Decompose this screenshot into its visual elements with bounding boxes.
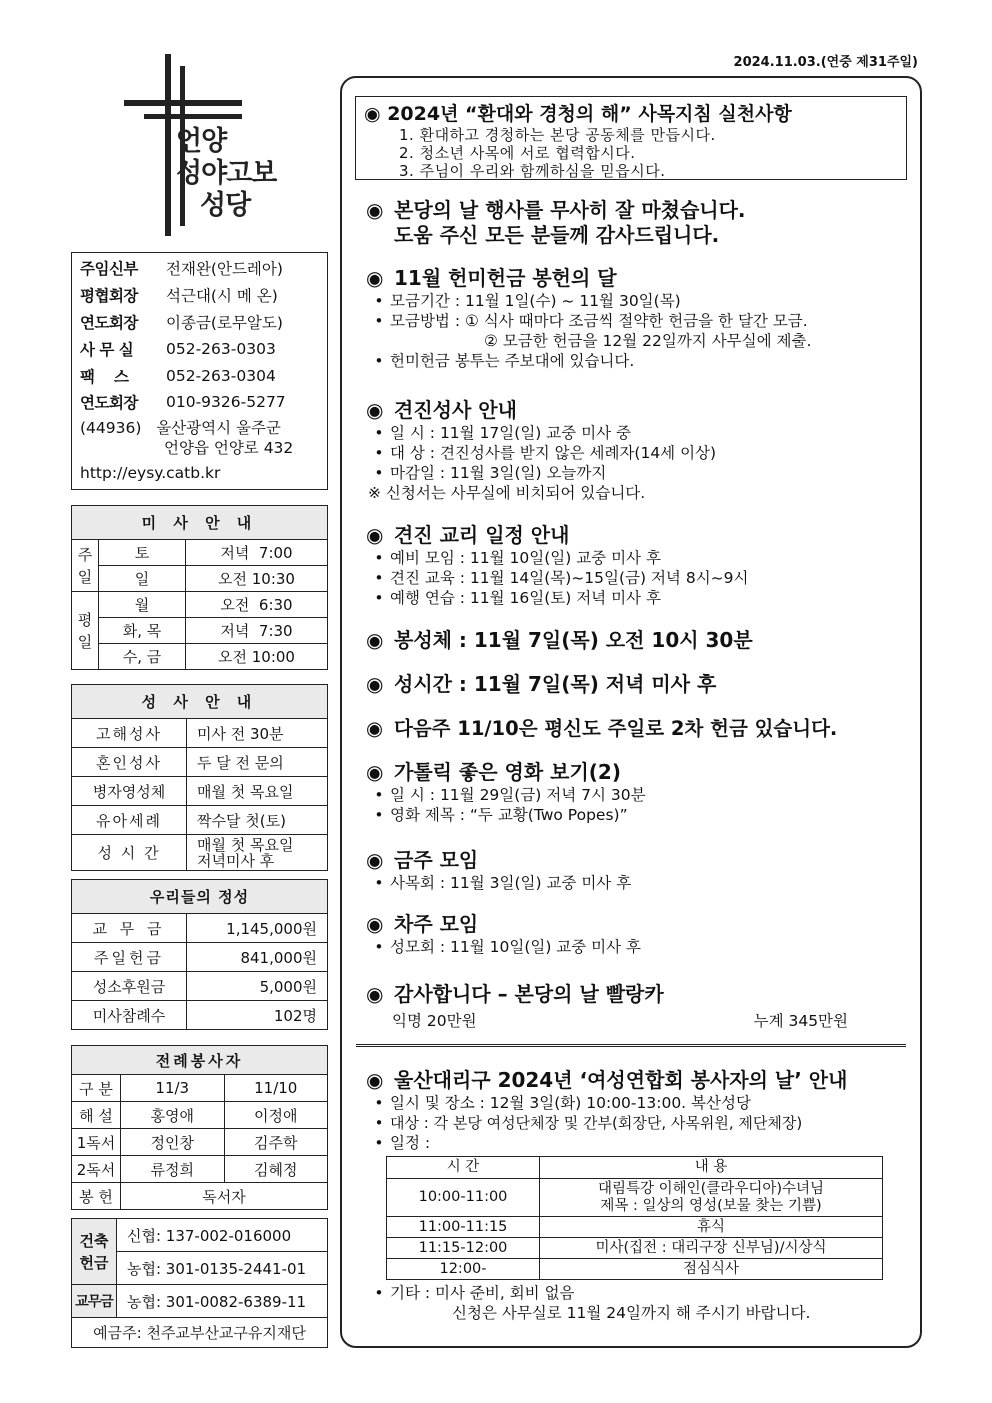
motto-title: ◉ 2024년 “환대와 경청의 해” 사목지침 실천사항 xyxy=(364,103,792,125)
notice-womens-federation: ◉ 울산대리구 2024년 ‘여성연합회 봉사자의 날’ 안내 • 일시 및 장소 : 12월 3일(화) 10:00-13:00. 복산성당 • 대상 : 각 본당 여성단체장 및 간부(회장단, 사목위원, 제단체장) • 일정 : xyxy=(366,1068,848,1152)
mass-schedule-table: 미 사 안 내 주 일 토 저녁 7:00 일 오전 10:30 평 일 월 오전 6:30 화, 목 저녁 7:30 수, 금 오전 10:00 xyxy=(71,505,328,670)
notice-confirmation: ◉ 견진성사 안내 • 일 시 : 11월 17일(일) 교중 미사 중 • 대 상 : 견진성사를 받지 않은 세례자(14세 이상) • 마감일 : 11월 3일(일) 오늘까지 ※ 신청서는 사무실에 비치되어 있습니다. xyxy=(366,398,717,502)
building-fund-label: 건축 헌금 xyxy=(72,1219,117,1285)
bullet-icon: ◉ xyxy=(366,672,384,696)
bullet-icon: ◉ xyxy=(366,398,384,422)
mass-title: 미 사 안 내 xyxy=(72,506,328,540)
notice-movie: ◉ 가톨릭 좋은 영화 보기(2) • 일 시 : 11월 29일(금) 저녁 7시 30분 • 영화 제목 : “두 교황(Two Popes)” xyxy=(366,760,646,824)
bullet-icon: ◉ xyxy=(366,760,384,784)
sacrament-table: 성 사 안 내 고해성사 미사 전 30분 혼인성사 두 달 전 문의 병자영성체 매월 첫 목요일 유아세례 짝수달 첫(토) 성 시 간 매월 첫 목요일 저녁미사 후 xyxy=(71,684,328,871)
notice-thanks: ◉ 본당의 날 행사를 무사히 잘 마쳤습니다. 도움 주신 모든 분들께 감사드립니다. xyxy=(366,198,746,247)
notice-holy-hour: ◉ 성시간 : 11월 7일(목) 저녁 미사 후 xyxy=(366,672,717,696)
bullet-icon: ◉ xyxy=(366,1068,384,1092)
address: (44936) 울산광역시 울주군 언양읍 언양로 432 xyxy=(80,418,294,457)
info-row-fax: 팩 스 052-263-0304 xyxy=(80,366,276,386)
event-schedule-table: 시 간 내 용 10:00-11:00 대림특강 이해인(클라우디아)수녀님 제목 : 일상의 영성(보물 찾는 기쁨) 11:00-11:15 휴식 11:15-12:00 미사(집전 : 대리구장 신부님)/시상식 12:00- 점심식사 xyxy=(386,1156,883,1280)
liturgy-servers-table: 전례봉사자 구 분 11/3 11/10 해 설 홍영애 이정애 1독서 정인창 김주학 2독서 류정희 김혜정 봉 헌 독서자 xyxy=(71,1045,328,1210)
info-row-council: 평협회장 석근대(시 메 온) xyxy=(80,287,278,306)
edu-fund-label: 교무금 xyxy=(72,1285,117,1318)
sunday-label: 주 일 xyxy=(72,540,99,592)
notice-rice-offering: ◉ 11월 헌미헌금 봉헌의 달 • 모금기간 : 11월 1일(수) ~ 11월 30일(목) • 모금방법 : ① 식사 때마다 조금씩 절약한 헌금을 한 달간 모금. ② 모금한 헌금을 12월 22일까지 사무실에 제출. • 헌미헌금 봉투는 주보대에 있습니다. xyxy=(366,266,812,370)
info-row-yeondo-phone: 연도회장 010-9326-5277 xyxy=(80,393,286,413)
section-divider xyxy=(356,1044,906,1051)
parish-logo xyxy=(124,54,284,236)
notice-palanca: ◉ 감사합니다 – 본당의 날 빨랑카 익명 20만원 누계 345만원 xyxy=(366,982,848,1030)
bulletin-date: 2024.11.03.(연중 제31주일) xyxy=(733,55,918,70)
bank-accounts-table: 건축 헌금 신협: 137-002-016000 농협: 301-0135-2441-01 교무금 농협: 301-0082-6389-11 예금주: 천주교부산교구유지재단 xyxy=(71,1218,328,1348)
sacrament-title: 성 사 안 내 xyxy=(72,685,328,719)
pastoral-motto-box: ◉ 2024년 “환대와 경청의 해” 사목지침 실천사항 1. 환대하고 경청하는 본당 공동체를 만듭시다. 2. 청소년 사목에 서로 협력합시다. 3. 주님이 우리와 함께하심을 믿읍시다. xyxy=(355,96,907,180)
info-row-pastor: 주임신부 전재완(안드레아) xyxy=(80,260,283,279)
bullet-icon: ◉ xyxy=(366,848,384,872)
servers-title: 전례봉사자 xyxy=(72,1046,328,1075)
logo-line-2: 성야고보 xyxy=(176,158,277,189)
parish-name xyxy=(176,126,276,222)
offering-title: 우리들의 정성 xyxy=(72,880,328,914)
bullet-icon: ◉ xyxy=(366,198,384,222)
bullet-icon: ◉ xyxy=(366,717,384,740)
logo-line-1: 언양 xyxy=(176,126,227,157)
parish-info xyxy=(71,252,328,490)
notice-communion-sick: ◉ 봉성체 : 11월 7일(목) 오전 10시 30분 xyxy=(366,628,753,652)
notice-laity-sunday: ◉ 다음주 11/10은 평신도 주일로 2차 헌금 있습니다. xyxy=(366,717,838,740)
notice-this-week: ◉ 금주 모임 • 사목회 : 11월 3일(일) 교중 미사 후 xyxy=(366,848,632,892)
notice-next-week: ◉ 차주 모임 • 성모회 : 11월 10일(일) 교중 미사 후 xyxy=(366,912,642,956)
website-link[interactable]: http://eysy.catb.kr xyxy=(80,463,221,482)
bullet-icon: ◉ xyxy=(366,982,384,1006)
offering-table: 우리들의 정성 교 무 금 1,145,000원 주일헌금 841,000원 성소후원금 5,000원 미사참례수 102명 xyxy=(71,879,328,1030)
logo-line-3: 성당 xyxy=(200,190,251,221)
weekday-label: 평 일 xyxy=(72,592,99,670)
info-row-yeondo: 연도회장 이종금(로무알도) xyxy=(80,313,283,332)
bullet-icon: ◉ xyxy=(366,912,384,936)
bullet-icon: ◉ xyxy=(366,523,384,547)
notice-womens-federation-footer: • 기타 : 미사 준비, 회비 없음 신청은 사무실로 11월 24일까지 해 주시기 바랍니다. xyxy=(374,1284,811,1322)
info-row-office: 사 무 실 052-263-0303 xyxy=(80,339,276,359)
account-owner: 예금주: 천주교부산교구유지재단 xyxy=(72,1318,328,1348)
notice-confirmation-class: ◉ 견진 교리 일정 안내 • 예비 모임 : 11월 10일(일) 교중 미사 후 • 견진 교육 : 11월 14일(목)~15일(금) 저녁 8시~9시 • 예행 연습 : 11월 16일(토) 저녁 미사 후 xyxy=(366,523,749,607)
bullet-icon: ◉ xyxy=(366,266,384,290)
bullet-icon: ◉ xyxy=(366,628,384,652)
